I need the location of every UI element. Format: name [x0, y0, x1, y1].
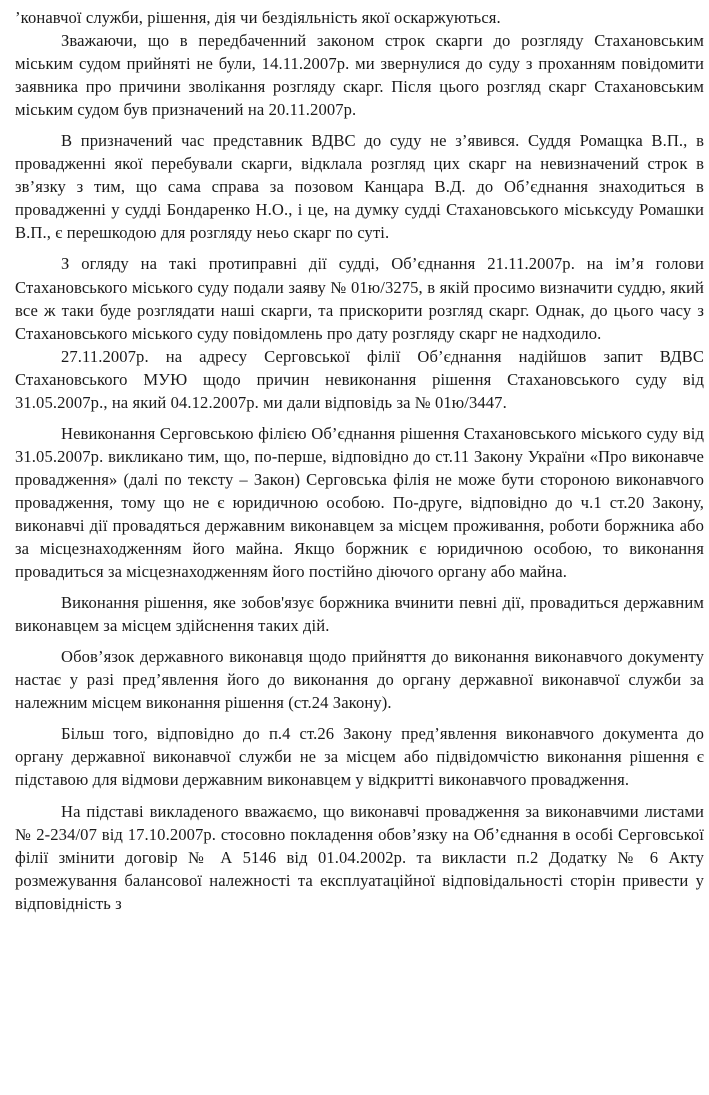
paragraph-conclusion: На підставі викладеного вважаємо, що виконавчі провадження за виконавчими листами № 2-234/07 від 17.10.2007р. стосовно покладення обов’язку на Об’єднання в особі Сергoвської філії змінити договір № А 5146 від 01.04.2002р. та викласти п.2 Додатку № 6 Акту розмежування балансової належності та експлуатаційної відповідальності сторін привести у відповідність з	[15, 801, 704, 913]
paragraph-execution-place: Виконання рішення, яке зобов'язує боржника вчинити певні дії, провадиться державним виконавцем за місцем здійснення таких дій.	[15, 593, 704, 636]
paragraph-refusal-grounds: Більш того, відповідно до п.4 ст.26 Закону пред’явлення виконавчого документа до органу державної виконавчої служби не за місцем або підвідомчістю виконання рішення є підставою для відмови державним виконавцем у відкритті виконавчого провадження.	[15, 724, 704, 790]
paragraph-non-execution-reasons: Невиконання Сергoвською філією Об’єднання рішення Стахановського міського суду від 31.05.2007р. викликано тим, що, по-перше, відповідно до ст.11 Закону України «Про виконавче провадження» (далі по тексту – Закон) Сергoвська філія не може бути стороною виконавчого провадження, тому що не є юридичною особою. По-друге, відповідно до ч.1 ст.20 Закону, виконавчі дії провадяться державним виконавцем за місцем проживання, роботи боржника або за місцезнаходженням його майна. Якщо боржник є юридичною особою, то виконання провадиться за місцезнаходженням його постійно діючого органу або майна.	[15, 423, 704, 582]
paragraph-continuation: ’конавчої служби, рішення, дія чи бездіяльність якої оскаржуються.	[15, 8, 501, 27]
paragraph-appeal-to-court: З огляду на такі протиправні дії судді, Об’єднання 21.11.2007р. на ім’я голови Стахановського міського суду подали заяву № 01ю/3275, в якій просимо визначити суддю, який все ж таки буде розглядати наші скарги, та прискорити розгляд скарг. Однак, до цього часу з Стахановського міського суду повідомлень про дату розгляду скарг не надходило.	[15, 254, 704, 343]
paragraph-vdvs-request: 27.11.2007р. на адресу Сергoвської філії Об’єднання надійшов запит ВДВС Стахановського МУЮ щодо причин невиконання рішення Стахановського суду від 31.05.2007р., на який 04.12.2007р. ми дали відповідь за № 01ю/3447.	[15, 346, 704, 412]
paragraph-court-delay: Зважаючи, що в передбаченний законом строк скарги до розгляду Стахановським міським судом прийняті не були, 14.11.2007р. ми звернулися до суду з проханням повідомити заявника про причини зволікання розгляду скарг. Після цього розгляд скарг Стахановським міським судом був призначений на 20.11.2007р.	[15, 31, 704, 120]
document-page	[15, 6, 704, 915]
paragraph-executor-duty: Обов’язок державного виконавця щодо прийняття до виконання виконавчого документу настає у разі пред’явлення його до виконання до органу державної виконавчої служби за належним місцем виконання рішення (ст.24 Закону).	[15, 647, 704, 713]
paragraph-hearing-postponed: В призначений час представник ВДВС до суду не з’явився. Суддя Ромащка В.П., в провадженні якої перебували скарги, відклала розгляд цих скарг на невизначений строк в зв’язку з тим, що сама справа за позовом Канцара В.Д. до Об’єднання знаходиться в провадженні у судді Бондаренко Н.О., і це, на думку судді Стахановського міськсуду Ромашки В.П., є перешкодою для розгляду неьо скарг по суті.	[15, 131, 704, 243]
